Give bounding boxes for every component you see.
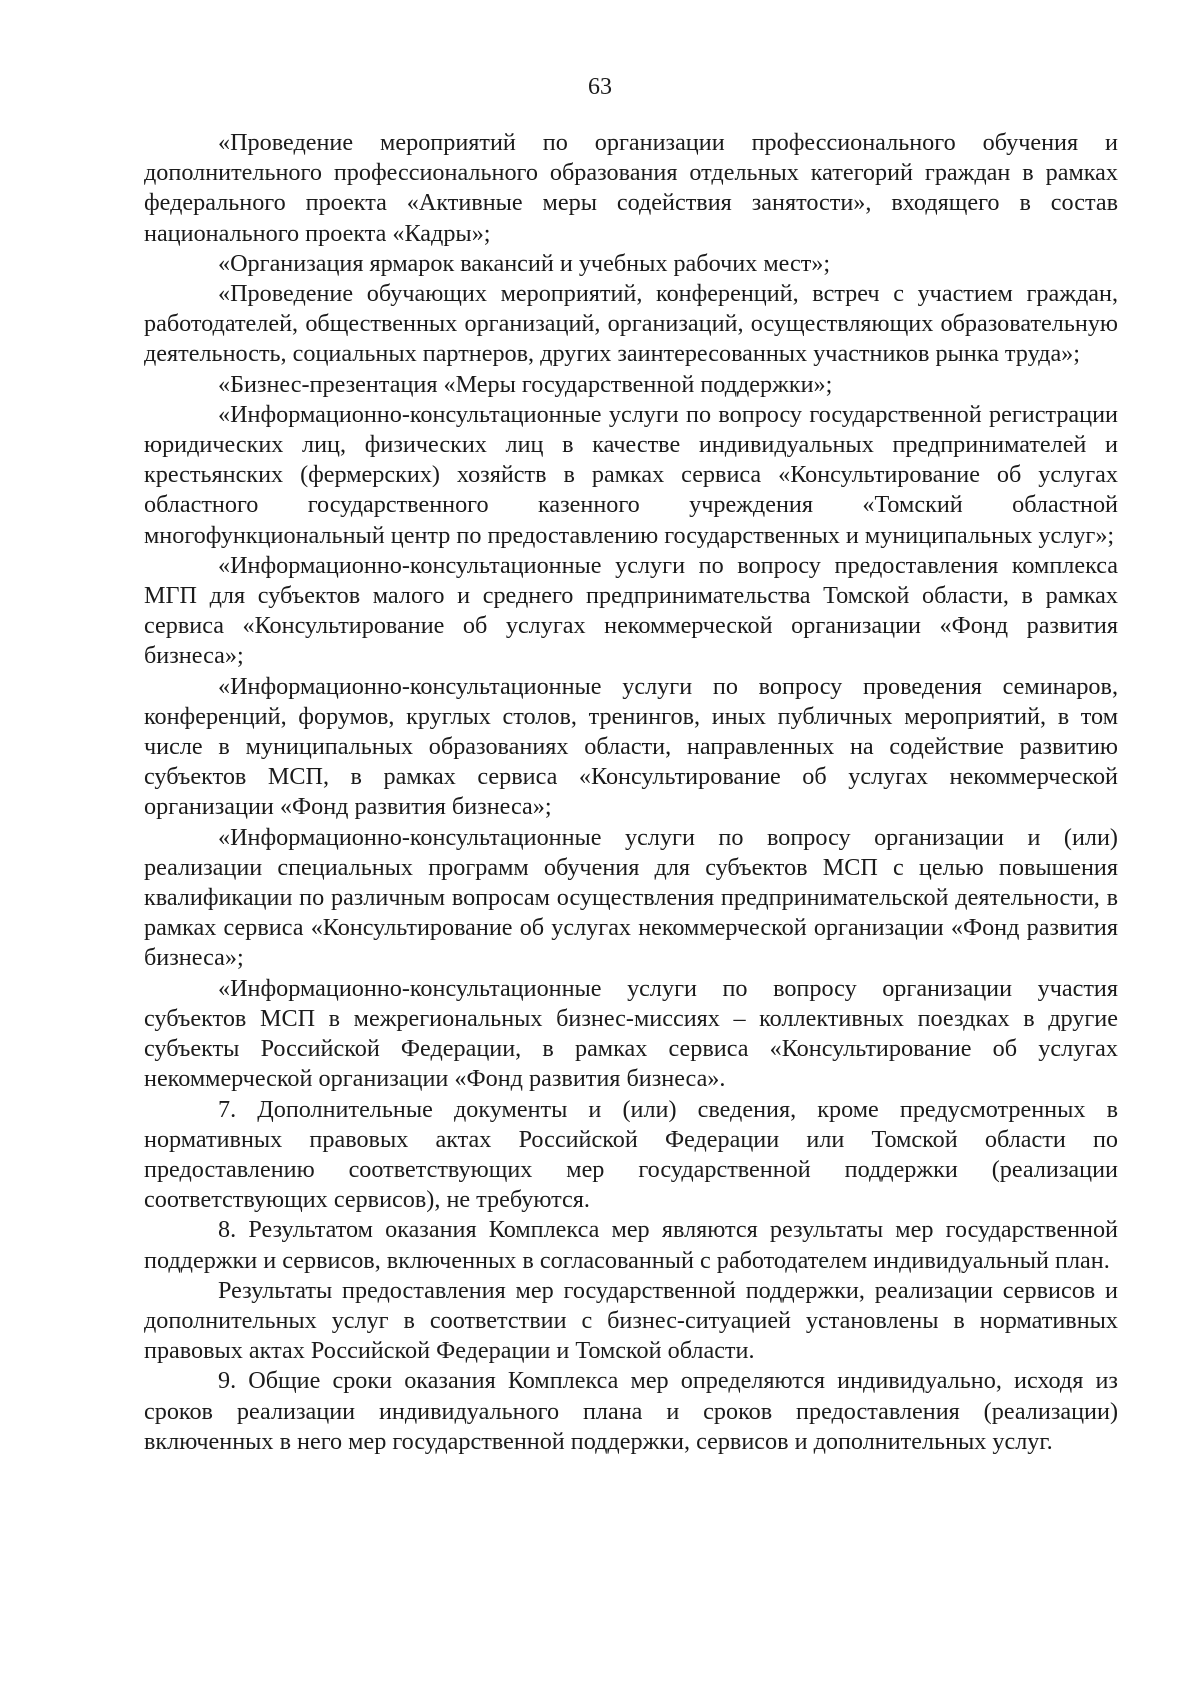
paragraph-item-9: 9. Общие сроки оказания Комплекса мер определяются индивидуально, исходя из сроков реализации индивидуального плана и сроков предоставления (реализации) включенных в него мер государственной поддержки, сервисов и дополнительных услуг. (144, 1367, 1118, 1455)
paragraph-business-presentation: «Бизнес-презентация «Меры государственной поддержки»; (218, 370, 833, 398)
document-body (144, 128, 1118, 1457)
paragraph-job-fairs: «Организация ярмарок вакансий и учебных рабочих мест»; (218, 249, 831, 277)
paragraph-results: Результаты предоставления мер государственной поддержки, реализации сервисов и дополнительных услуг в соответствии с бизнес-ситуацией установлены в нормативных правовых актах Российской Федерации и Томской области. (144, 1276, 1118, 1365)
paragraph-business-missions-consulting: «Информационно-консультационные услуги по вопросу организации участия субъектов МСП в межрегиональных бизнес-миссиях – коллективных поездках в другие субъекты Российской Федерации, в рамках сервиса «Консультирование об услугах некоммерческой организации «Фонд развития бизнеса». (144, 974, 1118, 1093)
paragraph-mgp-complex-consulting: «Информационно-консультационные услуги по вопросу предоставления комплекса МГП для субъектов малого и среднего предпринимательства Томской области, в рамках сервиса «Консультирование об услугах некоммерческой организации «Фонд развития бизнеса»; (144, 551, 1118, 670)
paragraph-state-registration-consulting: «Информационно-консультационные услуги по вопросу государственной регистрации юридических лиц, физических лиц в качестве индивидуальных предпринимателей и крестьянских (фермерских) хозяйств в рамках сервиса «Консультирование об услугах областного государственного казенного учреждения «Томский областной многофункциональный центр по предоставлению государственных и муниципальных услуг»; (144, 400, 1118, 549)
paragraph-item-8: 8. Результатом оказания Комплекса мер являются результаты мер государственной поддержки и сервисов, включенных в согласованный с работодателем индивидуальный план. (144, 1216, 1118, 1274)
paragraph-seminars-consulting: «Информационно-консультационные услуги по вопросу проведения семинаров, конференций, форумов, круглых столов, тренингов, иных публичных мероприятий, в том числе в муниципальных образованиях области, направленных на содействие развитию субъектов МСП, в рамках сервиса «Консультирование об услугах некоммерческой организации «Фонд развития бизнеса»; (144, 672, 1118, 821)
page-number: 63 (588, 74, 612, 100)
paragraph-special-programs-consulting: «Информационно-консультационные услуги по вопросу организации и (или) реализации специальных программ обучения для субъектов МСП с целью повышения квалификации по различным вопросам осуществления предпринимательской деятельности, в рамках сервиса «Консультирование об услугах некоммерческой организации «Фонд развития бизнеса»; (144, 823, 1118, 972)
paragraph-item-7: 7. Дополнительные документы и (или) сведения, кроме предусмотренных в нормативных правовых актах Российской Федерации или Томской области по предоставлению соответствующих мер государственной поддержки (реализации соответствующих сервисов), не требуются. (144, 1095, 1118, 1214)
paragraph-professional-training: «Проведение мероприятий по организации профессионального обучения и дополнительного профессионального образования отдельных категорий граждан в рамках федерального проекта «Активные меры содействия занятости», входящего в состав национального проекта «Кадры»; (144, 129, 1118, 247)
paragraph-training-events: «Проведение обучающих мероприятий, конференций, встреч с участием граждан, работодателей, общественных организаций, организаций, осуществляющих образовательную деятельность, социальных партнеров, других заинтересованных участников рынка труда»; (144, 280, 1118, 368)
